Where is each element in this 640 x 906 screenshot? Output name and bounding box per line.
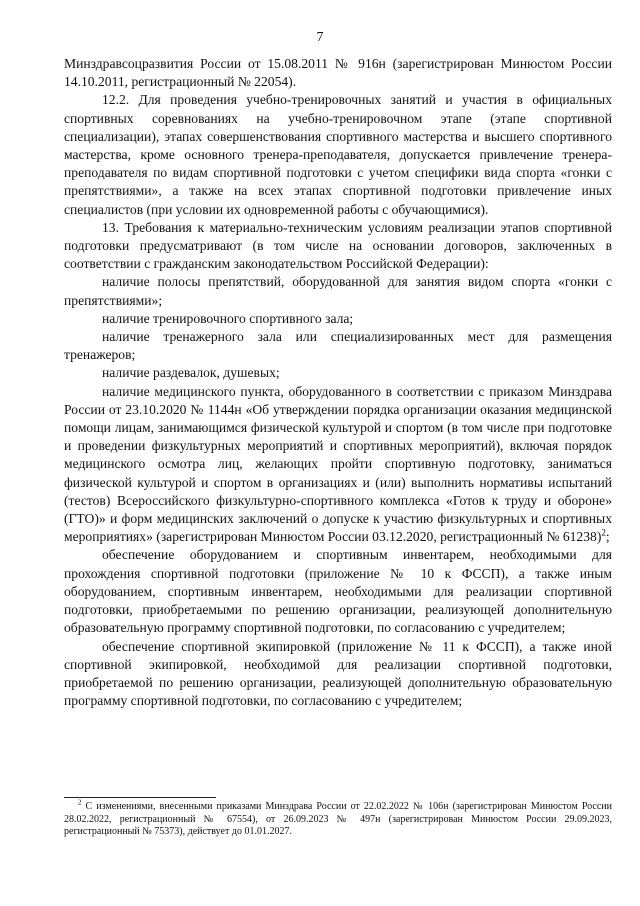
list-item-obstacle-course: наличие полосы препятствий, оборудованной для занятия видом спорта «гонки с препятствиями»; — [64, 274, 612, 308]
list-item-medical-point — [64, 383, 612, 547]
paragraph-12-2: 12.2. Для проведения учебно-тренировочных занятий и участия в официальных спортивных соревнованиях на учебно-тренировочном этапе (этапе спортивной специализации), этапах совершенствования спортивного мастерства и высшего спортивного мастерства, кроме основного тренера-преподавателя, допускается привлечение тренера-преподавателя по видам спортивной подготовки с учетом специфики вида спорта «гонки с препятствиями», а также на всех этапах спортивной подготовки привлечение иных специалистов (при условии их одновременной работы с обучающимися). — [64, 92, 612, 217]
medical-point-text: наличие медицинского пункта, оборудованного в соответствии с приказом Минздрава России от 23.10.2020 № 1144н «Об утверждении порядка организации оказания медицинской помощи лицам, занимающимся физической культурой и спортом (в том числе при подготовке и проведении физкультурных мероприятий и спортивных мероприятий), включая порядок медицинского осмотра лиц, желающих пройти спортивную подготовку, заниматься физической культурой и спортом в организациях и (или) выполнить нормативы испытаний (тестов) Всероссийского физкультурно-спортивного комплекса «Готов к труду и обороне» (ГТО)» и форм медицинских заключений о допуске к участию физкультурных и спортивных мероприятиях» (зарегистрирован Минюстом России 03.12.2020, регистрационный № 61238) — [64, 383, 612, 545]
footnote — [64, 798, 612, 839]
page-number: 7 — [316, 30, 324, 45]
list-item-training-hall: наличие тренировочного спортивного зала; — [102, 310, 354, 326]
footnote-reference: 2 — [601, 527, 606, 538]
footnote-mark: 2 — [78, 798, 82, 807]
footnote-reference-suffix: ; — [605, 529, 610, 545]
document-body — [64, 55, 612, 710]
list-item-equipment: обеспечение оборудованием и спортивным инвентарем, необходимыми для прохождения спортивной подготовки (приложение № 10 к ФССП), а также иным оборудованием, спортивным инвентарем, необходимыми для реализации спортивной подготовки, приобретаемыми по решению организации, реализующей дополнительную образовательную программу спортивной подготовки, по согласованию с учредителем; — [64, 547, 612, 636]
paragraph-13: 13. Требования к материально-техническим условиям реализации этапов спортивной подготовки предусматривают (в том числе на основании договоров, заключенных в соответствии с гражданским законодательством Российской Федерации): — [64, 219, 612, 272]
list-item-locker-rooms: наличие раздевалок, душевых; — [102, 365, 280, 381]
footnote-separator — [64, 797, 216, 798]
footnote-text: С изменениями, внесенными приказами Минздрава России от 22.02.2022 № 106н (зарегистрирован Минюстом России 28.02.2022, регистрационный № 67554), от 26.09.2023 № 497н (зарегистрирован Минюстом России 29.09.2023, регистрационный № 75373), действует до 01.01.2027. — [64, 801, 612, 838]
list-item-gym: наличие тренажерного зала или специализированных мест для размещения тренажеров; — [64, 329, 612, 363]
list-item-sports-gear: обеспечение спортивной экипировкой (приложение № 11 к ФССП), а также иной спортивной экипировкой, необходимой для реализации спортивной подготовки, приобретаемой по решению организации, реализующей дополнительную образовательную программу спортивной подготовки, по согласованию с учредителем; — [64, 638, 612, 709]
paragraph-continuation: Минздравсоцразвития России от 15.08.2011 № 916н (зарегистрирован Минюстом России 14.10.2011, регистрационный № 22054). — [64, 56, 612, 90]
